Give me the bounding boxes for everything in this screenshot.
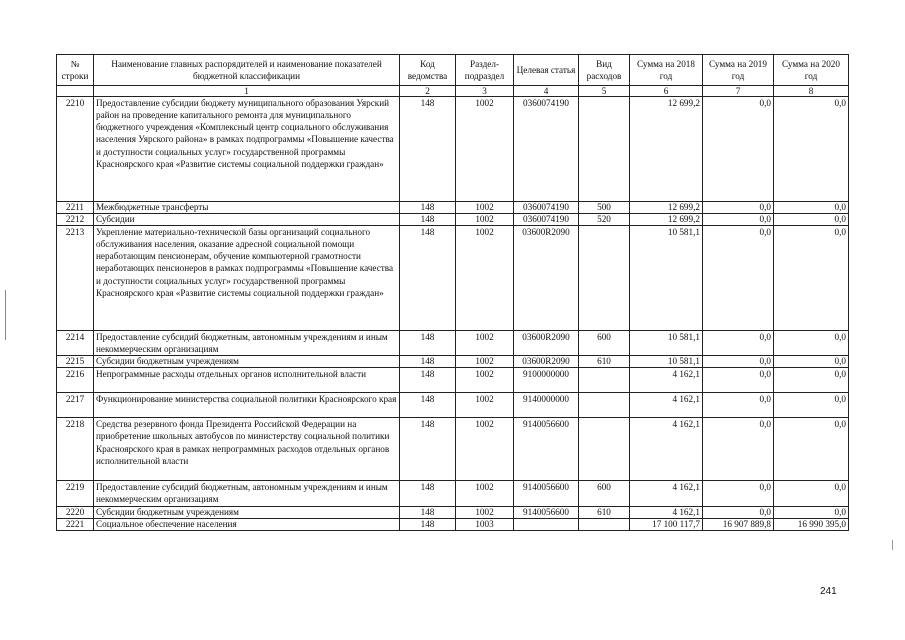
- row-number: 2219: [57, 481, 94, 506]
- row-target: 9100000000: [514, 368, 579, 393]
- row-dept-code: 148: [400, 481, 456, 506]
- column-number-row: [57, 86, 849, 97]
- row-target: [514, 518, 579, 530]
- row-number: 2221: [57, 518, 94, 530]
- row-target: 0360074190: [514, 214, 579, 226]
- row-name: Непрограммные расходы отдельных органов исполнительной власти: [94, 368, 400, 393]
- row-dept-code: 148: [400, 506, 456, 518]
- row-number: 2212: [57, 214, 94, 226]
- row-sum-2019: 0,0: [703, 97, 774, 202]
- header-section: Раздел-подраздел: [456, 55, 514, 86]
- row-section: 1002: [456, 393, 514, 418]
- row-sum-2019: 0,0: [703, 214, 774, 226]
- table-row: [57, 506, 849, 518]
- row-sum-2020: 0,0: [774, 202, 849, 214]
- row-type: 600: [579, 331, 630, 356]
- row-sum-2018: 10 581,1: [630, 356, 703, 368]
- table-row: [57, 518, 849, 530]
- row-sum-2020: 0,0: [774, 331, 849, 356]
- scan-margin-tick: [892, 540, 893, 550]
- table-row: [57, 418, 849, 481]
- row-dept-code: 148: [400, 226, 456, 331]
- row-sum-2018: 12 699,2: [630, 97, 703, 202]
- row-dept-code: 148: [400, 202, 456, 214]
- header-row-number: № строки: [57, 55, 94, 86]
- row-sum-2018: 17 100 117,7: [630, 518, 703, 530]
- row-name: Предоставление субсидий бюджетным, автономным учреждениям и иным некоммерческим организациям: [94, 481, 400, 506]
- row-sum-2018: 4 162,1: [630, 506, 703, 518]
- row-type: [579, 368, 630, 393]
- row-name: Субсидии бюджетным учреждениям: [94, 506, 400, 518]
- column-number: 7: [703, 86, 774, 97]
- row-dept-code: 148: [400, 356, 456, 368]
- row-name: Субсидии: [94, 214, 400, 226]
- row-sum-2019: 0,0: [703, 393, 774, 418]
- row-section: 1002: [456, 226, 514, 331]
- row-type: 520: [579, 214, 630, 226]
- row-type: 500: [579, 202, 630, 214]
- column-number: 3: [456, 86, 514, 97]
- row-sum-2018: 4 162,1: [630, 481, 703, 506]
- row-type: [579, 226, 630, 331]
- row-name: Предоставление субсидий бюджетным, автономным учреждениям и иным некоммерческим организациям: [94, 331, 400, 356]
- row-sum-2018: 4 162,1: [630, 393, 703, 418]
- row-target: 03600R2090: [514, 356, 579, 368]
- row-number: 2211: [57, 202, 94, 214]
- row-sum-2019: 0,0: [703, 226, 774, 331]
- row-number: 2213: [57, 226, 94, 331]
- budget-table: [56, 54, 849, 531]
- row-sum-2019: 0,0: [703, 418, 774, 481]
- table-row: [57, 226, 849, 331]
- row-section: 1002: [456, 506, 514, 518]
- row-sum-2020: 0,0: [774, 481, 849, 506]
- row-number: 2220: [57, 506, 94, 518]
- row-type: [579, 418, 630, 481]
- row-sum-2019: 16 907 889,8: [703, 518, 774, 530]
- scan-margin-line: [5, 290, 6, 340]
- row-sum-2020: 0,0: [774, 356, 849, 368]
- row-sum-2020: 0,0: [774, 506, 849, 518]
- row-name: Субсидии бюджетным учреждениям: [94, 356, 400, 368]
- row-dept-code: 148: [400, 393, 456, 418]
- row-sum-2020: 0,0: [774, 368, 849, 393]
- table-row: [57, 393, 849, 418]
- row-type: [579, 97, 630, 202]
- row-target: 9140000000: [514, 393, 579, 418]
- row-dept-code: 148: [400, 214, 456, 226]
- row-number: 2215: [57, 356, 94, 368]
- row-sum-2018: 10 581,1: [630, 331, 703, 356]
- row-sum-2018: 10 581,1: [630, 226, 703, 331]
- page-number: 241: [820, 586, 837, 597]
- table-row: [57, 202, 849, 214]
- row-target: 9140056600: [514, 418, 579, 481]
- row-section: 1002: [456, 331, 514, 356]
- row-sum-2019: 0,0: [703, 368, 774, 393]
- row-target: 9140056600: [514, 481, 579, 506]
- row-name: Предоставление субсидии бюджету муниципального образования Уярский район на проведение капитального ремонта для муниципального бюджетного учреждения «Комплексный центр социального обслуживания населения Уярского района» в рамках подпрограммы «Повышение качества и доступности социальных услуг» государственной программы Красноярского края «Развитие системы социальной поддержки граждан»: [94, 97, 400, 202]
- row-sum-2020: 0,0: [774, 214, 849, 226]
- column-number: 2: [400, 86, 456, 97]
- header-sum-2019: Сумма на 2019 год: [703, 55, 774, 86]
- row-number: 2214: [57, 331, 94, 356]
- row-sum-2018: 12 699,2: [630, 214, 703, 226]
- row-target: 0360074190: [514, 97, 579, 202]
- row-name: Межбюджетные трансферты: [94, 202, 400, 214]
- row-dept-code: 148: [400, 97, 456, 202]
- table-row: [57, 97, 849, 202]
- row-dept-code: 148: [400, 418, 456, 481]
- header-expense-type: Вид расходов: [579, 55, 630, 86]
- header-name: Наименование главных распорядителей и наименование показателей бюджетной классификации: [94, 55, 400, 86]
- row-section: 1002: [456, 97, 514, 202]
- row-sum-2019: 0,0: [703, 481, 774, 506]
- column-number: 5: [579, 86, 630, 97]
- row-target: 03600R2090: [514, 226, 579, 331]
- row-section: 1003: [456, 518, 514, 530]
- row-dept-code: 148: [400, 331, 456, 356]
- row-section: 1002: [456, 214, 514, 226]
- row-section: 1002: [456, 368, 514, 393]
- row-section: 1002: [456, 418, 514, 481]
- row-dept-code: 148: [400, 518, 456, 530]
- row-sum-2019: 0,0: [703, 356, 774, 368]
- row-number: 2218: [57, 418, 94, 481]
- column-number: [57, 86, 94, 97]
- table-row: [57, 481, 849, 506]
- row-section: 1002: [456, 356, 514, 368]
- row-target: 9140056600: [514, 506, 579, 518]
- row-target: 03600R2090: [514, 331, 579, 356]
- row-sum-2019: 0,0: [703, 202, 774, 214]
- row-number: 2216: [57, 368, 94, 393]
- row-number: 2210: [57, 97, 94, 202]
- table-row: [57, 331, 849, 356]
- row-sum-2019: 0,0: [703, 506, 774, 518]
- row-sum-2020: 0,0: [774, 97, 849, 202]
- row-sum-2020: 0,0: [774, 418, 849, 481]
- row-sum-2019: 0,0: [703, 331, 774, 356]
- table-header-row: [57, 55, 849, 86]
- row-type: [579, 518, 630, 530]
- column-number: 6: [630, 86, 703, 97]
- row-name: Средства резервного фонда Президента Российской Федерации на приобретение школьных автобусов по министерству социальной политики Красноярского края в рамках непрограммных расходов отдельных органов исполнительной власти: [94, 418, 400, 481]
- row-sum-2020: 16 990 395,0: [774, 518, 849, 530]
- row-dept-code: 148: [400, 368, 456, 393]
- row-sum-2020: 0,0: [774, 226, 849, 331]
- table-row: [57, 356, 849, 368]
- row-type: 610: [579, 506, 630, 518]
- row-section: 1002: [456, 481, 514, 506]
- row-section: 1002: [456, 202, 514, 214]
- table-row: [57, 368, 849, 393]
- row-sum-2018: 4 162,1: [630, 418, 703, 481]
- row-target: 0360074190: [514, 202, 579, 214]
- column-number: 1: [94, 86, 400, 97]
- row-sum-2018: 4 162,1: [630, 368, 703, 393]
- row-number: 2217: [57, 393, 94, 418]
- row-name: Социальное обеспечение населения: [94, 518, 400, 530]
- row-type: [579, 393, 630, 418]
- table-row: [57, 214, 849, 226]
- row-type: 600: [579, 481, 630, 506]
- column-number: 4: [514, 86, 579, 97]
- column-number: 8: [774, 86, 849, 97]
- row-type: 610: [579, 356, 630, 368]
- header-target-article: Целевая статья: [514, 55, 579, 86]
- header-sum-2020: Сумма на 2020 год: [774, 55, 849, 86]
- header-sum-2018: Сумма на 2018 год: [630, 55, 703, 86]
- row-name: Функционирование министерства социальной политики Красноярского края: [94, 393, 400, 418]
- row-sum-2020: 0,0: [774, 393, 849, 418]
- header-dept-code: Код ведомства: [400, 55, 456, 86]
- row-name: Укрепление материально-технической базы организаций социального обслуживания населения, оказание адресной социальной помощи неработающим пенсионерам, обучение компьютерной грамотности неработающих пенсионеров в рамках подпрограммы «Повышение качества и доступности социальных услуг» государственной программы Красноярского края «Развитие системы социальной поддержки граждан»: [94, 226, 400, 331]
- row-sum-2018: 12 699,2: [630, 202, 703, 214]
